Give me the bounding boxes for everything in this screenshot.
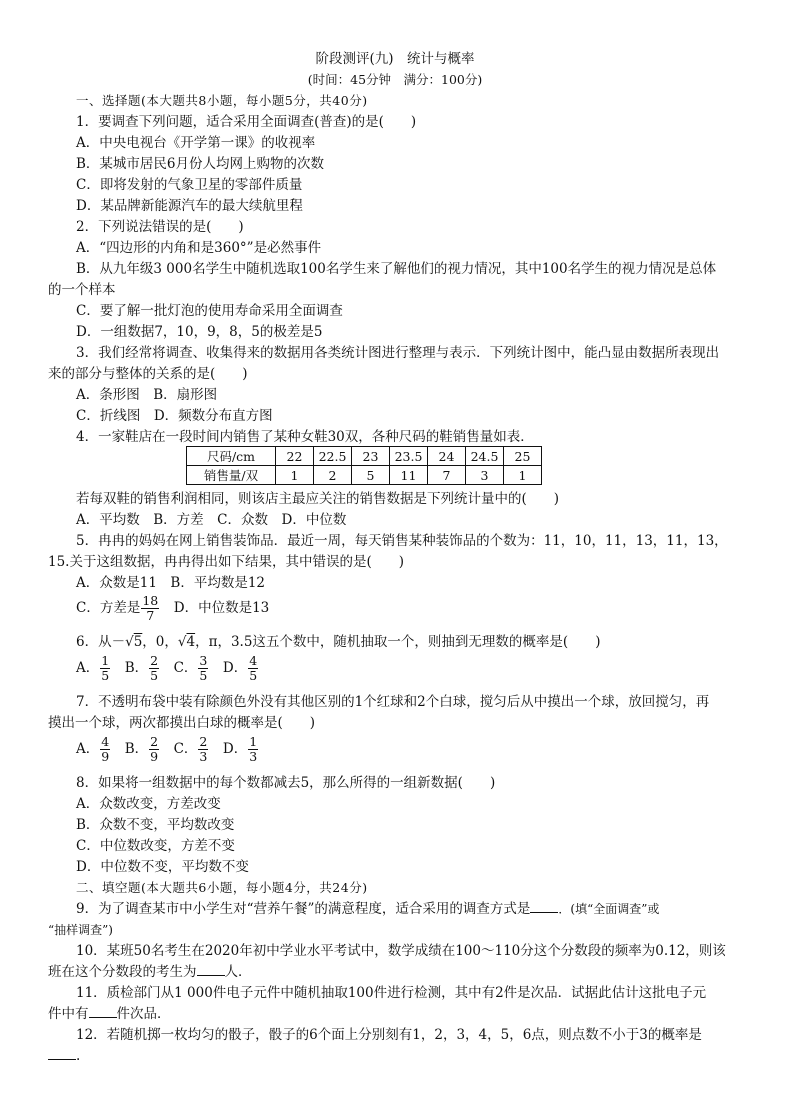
q3-stem-line2: 来的部分与整体的关系的是( ) bbox=[48, 366, 248, 382]
sqrt-symbol: √ bbox=[177, 634, 187, 650]
answer-blank[interactable] bbox=[48, 1047, 76, 1060]
table-header-sales: 销售量/双 bbox=[187, 466, 276, 485]
table-cell: 25 bbox=[504, 447, 542, 466]
q8-option-d: D．中位数不变，平均数不变 bbox=[76, 859, 249, 875]
q8-stem: 8．如果将一组数据中的每个数都减去5，那么所得的一组新数据( ) bbox=[76, 775, 496, 791]
q5-stem-line1: 5．冉冉的妈妈在网上销售装饰品．最近一周，每天销售某种装饰品的个数为：11，10，11，13，11，13， bbox=[76, 533, 728, 549]
answer-blank[interactable] bbox=[530, 900, 558, 913]
q5-option-c-label: C．方差是 bbox=[76, 600, 141, 616]
q7-stem-line1: 7．不透明布袋中装有除颜色外没有其他区别的1个红球和2个白球，搅匀后从中摸出一个球，放回搅匀，再 bbox=[76, 694, 710, 710]
q11-line2: 件中有 件次品． bbox=[48, 1006, 171, 1022]
q2-option-b-line1: B．从九年级3 000名学生中随机选取100名学生来了解他们的视力情况，其中100名学生的视力情况是总体 bbox=[76, 261, 717, 277]
q8-option-c: C．中位数改变，方差不变 bbox=[76, 838, 235, 854]
answer-blank[interactable] bbox=[89, 1005, 117, 1018]
q12-line2: . bbox=[48, 1047, 80, 1065]
q2-option-a: A．“四边形的内角和是360°”是必然事件 bbox=[76, 240, 322, 256]
fraction: $\frac{1}{3}$ bbox=[249, 734, 258, 764]
q3-options-cd: C．折线图 D．频数分布直方图 bbox=[76, 408, 273, 424]
fraction: $\frac{4}{5}$ bbox=[249, 653, 258, 683]
table-cell: 1 bbox=[504, 466, 542, 485]
q10-line1: 10．某班50名考生在2020年初中学业水平考试中，数学成绩在100～110分这个分数段的频率为0.12，则该 bbox=[76, 943, 726, 959]
q5-option-d: D．中位数是13 bbox=[160, 600, 270, 616]
q12-line1: 12．若随机掷一枚均匀的骰子，骰子的6个面上分别刻有1，2，3，4，5，6点，则点数不小于3的概率是 bbox=[76, 1027, 702, 1043]
table-cell: 24.5 bbox=[466, 447, 504, 466]
q2-option-d: D．一组数据7，10，9，8，5的极差是5 bbox=[76, 324, 323, 340]
q3-stem-line1: 3．我们经常将调查、收集得来的数据用各类统计图进行整理与表示．下列统计图中，能凸显由数据所表现出 bbox=[76, 345, 720, 361]
q1-option-d: D．某品牌新能源汽车的最大续航里程 bbox=[76, 198, 303, 214]
fraction: $\frac{18}{7}$ bbox=[142, 593, 159, 623]
q6-stem: 6．从－√5，0，√4，π，3.5这五个数中，随机抽取一个，则抽到无理数的概率是( ) bbox=[76, 634, 601, 650]
table-cell: 22.5 bbox=[314, 447, 352, 466]
shoe-sales-table bbox=[186, 446, 542, 485]
table-cell: 1 bbox=[276, 466, 314, 485]
q9-line2: “抽样调查”) bbox=[48, 923, 113, 937]
fraction: $\frac{1}{5}$ bbox=[101, 653, 110, 683]
q9-line1: 9．为了调查某市中小学生对“营养午餐”的满意程度，适合采用的调查方式是 ．(填“全面调查”或 bbox=[76, 901, 660, 917]
sqrt-symbol: √ bbox=[125, 634, 134, 650]
q1-option-a: A．中央电视台《开学第一课》的收视率 bbox=[76, 135, 316, 151]
fraction: $\frac{3}{5}$ bbox=[199, 653, 208, 683]
q7-options: A． $\frac{4}{9}$ B． $\frac{2}{9}$ C． $\frac{2}{3}$ D． $\frac{1}{3}$ bbox=[76, 734, 258, 764]
q11-line1: 11．质检部门从1 000件电子元件中随机抽取100件进行检测，其中有2件是次品．试据此估计这批电子元 bbox=[76, 985, 707, 1001]
q4-options: A．平均数 B．方差 C．众数 D．中位数 bbox=[76, 512, 347, 528]
q5-options-cd bbox=[76, 594, 269, 623]
section-2-heading: 二、填空题(本大题共6小题，每小题4分，共24分) bbox=[76, 880, 368, 895]
q10-line2: 班在这个分数段的考生为 人． bbox=[48, 964, 252, 980]
q2-stem: 2．下列说法错误的是( ) bbox=[76, 219, 244, 235]
fraction: $\frac{2}{9}$ bbox=[150, 734, 159, 764]
fraction: $\frac{2}{5}$ bbox=[150, 653, 159, 683]
q2-option-b-line2: 的一个样本 bbox=[48, 282, 116, 298]
fraction: $\frac{2}{3}$ bbox=[199, 734, 208, 764]
table-cell: 23.5 bbox=[390, 447, 428, 466]
table-cell: 24 bbox=[428, 447, 466, 466]
q3-options-ab: A．条形图 B．扇形图 bbox=[76, 387, 218, 403]
q1-stem: 1．要调查下列问题，适合采用全面调查(普查)的是( ) bbox=[76, 114, 417, 130]
q5-options-ab: A．众数是11 B．平均数是12 bbox=[76, 575, 266, 591]
q7-stem-line2: 摸出一个球，两次都摸出白球的概率是( ) bbox=[48, 715, 316, 731]
q2-option-c: C．要了解一批灯泡的使用寿命采用全面调查 bbox=[76, 303, 343, 319]
q6-options: A． $\frac{1}{5}$ B． $\frac{2}{5}$ C． $\frac{3}{5}$ D． $\frac{4}{5}$ bbox=[76, 653, 258, 683]
table-row bbox=[187, 466, 542, 485]
table-cell: 11 bbox=[390, 466, 428, 485]
page-subtitle: (时间：45分钟 满分：100分) bbox=[307, 72, 483, 87]
table-cell: 2 bbox=[314, 466, 352, 485]
answer-blank[interactable] bbox=[197, 963, 225, 976]
page-title: 阶段测评(九) 统计与概率 bbox=[315, 51, 475, 67]
table-cell: 5 bbox=[352, 466, 390, 485]
table-cell: 23 bbox=[352, 447, 390, 466]
q4-question: 若每双鞋的销售利润相同，则该店主最应关注的销售数据是下列统计量中的( ) bbox=[76, 491, 560, 507]
table-row bbox=[187, 447, 542, 466]
table-cell: 22 bbox=[276, 447, 314, 466]
q8-option-a: A．众数改变，方差改变 bbox=[76, 796, 221, 812]
q1-option-b: B．某城市居民6月份人均网上购物的次数 bbox=[76, 156, 325, 172]
q8-option-b: B．众数不变，平均数改变 bbox=[76, 817, 235, 833]
fraction: $\frac{4}{9}$ bbox=[101, 734, 110, 764]
q1-option-c: C．即将发射的气象卫星的零部件质量 bbox=[76, 177, 303, 193]
table-cell: 7 bbox=[428, 466, 466, 485]
table-cell: 3 bbox=[466, 466, 504, 485]
table-header-size: 尺码/cm bbox=[187, 447, 276, 466]
section-1-heading: 一、选择题(本大题共8小题，每小题5分，共40分) bbox=[76, 93, 368, 108]
q4-stem: 4．一家鞋店在一段时间内销售了某种女鞋30双，各种尺码的鞋销售量如表． bbox=[76, 429, 534, 445]
q5-stem-line2: 15.关于这组数据，冉冉得出如下结果，其中错误的是( ) bbox=[48, 554, 405, 570]
